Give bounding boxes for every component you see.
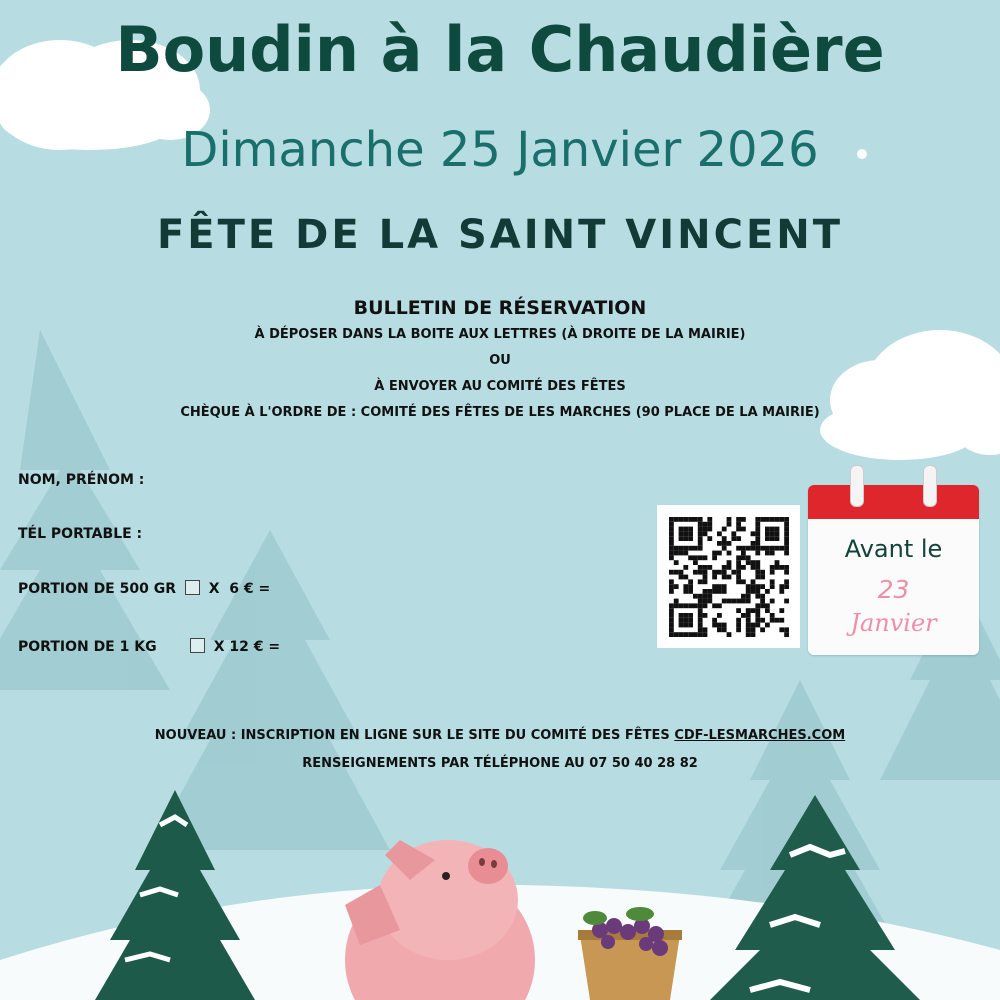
pig-icon xyxy=(345,840,535,1000)
calendar-label: Avant le xyxy=(844,535,943,563)
calendar-month: Janvier xyxy=(850,609,937,637)
bulletin-line: À DÉPOSER DANS LA BOITE AUX LETTRES (À DROITE DE LA MAIRIE) xyxy=(254,327,746,342)
portion-1kg-checkbox[interactable] xyxy=(190,638,205,653)
page-title: Boudin à la Chaudière xyxy=(115,13,885,86)
portion-500-price: X 6 € = xyxy=(208,581,271,597)
portion-500-row xyxy=(18,580,270,597)
phone-field-label: TÉL PORTABLE : xyxy=(18,526,143,542)
calendar-ring xyxy=(850,465,864,507)
website-link[interactable]: CDF-LESMARCHES.COM xyxy=(674,728,846,743)
calendar-header-band xyxy=(808,485,979,519)
qr-code-icon[interactable] xyxy=(657,505,800,648)
portion-1kg-row xyxy=(18,638,280,655)
portion-1kg-label: PORTION DE 1 KG xyxy=(18,639,157,655)
qr-code-graphic xyxy=(657,505,800,648)
bulletin-line: OU xyxy=(489,353,511,368)
calendar-card xyxy=(808,485,979,655)
bottom-info xyxy=(0,722,1000,778)
reservation-bulletin xyxy=(0,294,1000,426)
portion-500-label: PORTION DE 500 GR xyxy=(18,581,176,597)
calendar-day: 23 xyxy=(877,575,910,604)
bulletin-line: À ENVOYER AU COMITÉ DES FÊTES xyxy=(374,379,626,394)
phone-info-line: RENSEIGNEMENTS PAR TÉLÉPHONE AU 07 50 40 28 82 xyxy=(302,756,698,771)
bulletin-title: BULLETIN DE RÉSERVATION xyxy=(353,297,647,319)
online-registration-text: NOUVEAU : INSCRIPTION EN LIGNE SUR LE SITE DU COMITÉ DES FÊTES xyxy=(154,728,675,743)
calendar-ring xyxy=(923,465,937,507)
event-date: Dimanche 25 Janvier 2026 xyxy=(181,122,819,178)
portion-1kg-price: X 12 € = xyxy=(213,639,281,655)
online-registration-line xyxy=(0,722,1000,750)
portion-500-checkbox[interactable] xyxy=(185,580,200,595)
event-name: FÊTE DE LA SAINT VINCENT xyxy=(156,212,844,258)
calendar-icon xyxy=(808,483,979,655)
name-field-label: NOM, PRÉNOM : xyxy=(18,472,145,488)
bulletin-line: CHÈQUE À L'ORDRE DE : COMITÉ DES FÊTES DE LES MARCHES (90 PLACE DE LA MAIRIE) xyxy=(180,405,820,420)
